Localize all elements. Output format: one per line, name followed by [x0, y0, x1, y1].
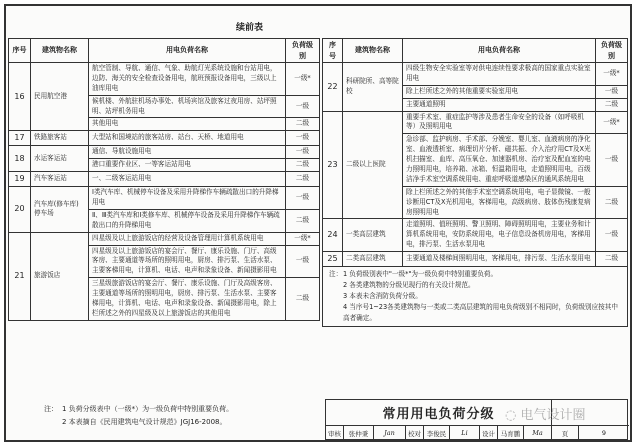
table-row: 主要通道照明 二级 [323, 98, 628, 111]
notes-left: 注： 1 负荷分级表中（一级*）为一级负荷中特别重要负荷。 2 本表摘自《民用建筑电气设计规范》JGJ16-2008。 [44, 405, 234, 426]
page-number: 9 [601, 429, 607, 437]
table-row: 18 水运客运站 通信、导航设施用电 一级 [9, 146, 320, 159]
watermark: ◌ 电气设计圈 [505, 408, 586, 423]
table-row: 23 二级以上医院 重要手术室、重症监护等涉及患者生命安全的设备（如呼吸机等）及照明用电 一级* [323, 111, 628, 134]
load-table-left [8, 38, 320, 321]
table-row: 16 民用航空港 航空管制、导航、通信、气象、助航灯光系统设施和台站用电，边防、海关的安全检查设备用电，航班预报设备用电，三级以上油库用电 一级* [9, 63, 320, 96]
drawing-title: 常用用电负荷分级 [326, 400, 552, 426]
table-row: 港口重要作业区、一等客运站用电 二级 [9, 159, 320, 172]
load-table-right [322, 38, 628, 327]
continued-caption: 续前表 [236, 23, 264, 33]
notes-row [323, 267, 628, 327]
table-row: 三星级旅游饭店的宴会厅、餐厅、康乐设施、门厅及高级客房、主要通道等场所的照明用电，厨房、排污泵、生活水泵、主要客梯用电，计算机、电话、电声和录象设备、新闻摄影用电，除上栏所述之外的四星级及以上旅游饭店的其他用电 二级 [9, 278, 320, 321]
table-row: 除上栏所述之外的其他重要实验室用电 一级 [323, 85, 628, 98]
wechat-icon: ◌ [505, 408, 521, 423]
table-row: 候机楼、外航驻机场办事处、机场宾馆及旅客过夜用房、站坪照明、站坪机务用电 一级 [9, 95, 320, 118]
load-level: 一级* [286, 63, 320, 96]
table-row: 22 科研院所、高等院校 四级生物安全实验室等对供电连续性要求极高的国家重点实验室用电 一级* [323, 63, 628, 86]
designer-signature: Ma [524, 426, 552, 440]
table-row: 除上栏所述之外的其他手术室空调系统用电，电子显微镜、一般诊断用CT及X光机用电，客梯用电，高级病房、肢体伤残康复病房照明用电 二级 [323, 186, 628, 219]
header-load: 用电负荷名称 [89, 39, 286, 63]
checker-signature: Li [450, 426, 480, 440]
signature-row: 审核 张仲秉 Jan 校对 李俊民 Li 设计 马育鹏 Ma 页 9 [326, 426, 629, 440]
table-row: 17 铁路旅客站 大型站和国境站的旅客站房、站台、天桥、地道用电 一级 [9, 131, 320, 146]
header-building: 建筑物名称 [31, 39, 89, 63]
table-row: 四星级及以上旅游饭店的宴会厅、餐厅、康乐设施、门厅、高级客房、主要通道等场所的照明用电，厨房、排污泵、生活水泵、主要客梯用电，计算机、电话、电声和录象设备、新闻摄影用电 一级 [9, 245, 320, 278]
table-header [9, 39, 320, 63]
table-row: 24 一类高层建筑 走道照明、值班照明、警卫照明、障碍照明用电，主要业务和计算机系统用电，安防系统用电，电子信息设备机房用电，客梯用电，排污泵、生活水泵用电 一级 [323, 219, 628, 252]
table-row: 21 旅游饭店 四星级及以上旅游饭店的经营及设备管理用计算机系统用电 一级* [9, 232, 320, 245]
header-seq: 序号 [9, 39, 31, 63]
table-row: Ⅱ、Ⅲ类汽车库和Ⅰ类修车库、机械停车设备及采用升降梯作车辆疏散出口的升降梯用电 二级 [9, 209, 320, 232]
building-name: 民用航空港 [31, 63, 89, 131]
reviewer-signature: Jan [374, 426, 406, 440]
notes-right: 注： 1 负荷级别表中"一级*"为一级负荷中特别重要负荷。 2 各类建筑物的分级见现行的有关设计规范。 3 本表未含消防负荷分级。 4 当序号1~23各类建筑物与一类或二类高层建筑的用电负荷级别不相同时，负荷级别应按其中高者确定。 [323, 267, 628, 327]
table-row: 25 二类高层建筑 主要通道及楼梯间照明用电，客梯用电，排污泵、生活水泵用电 二级 [323, 252, 628, 267]
header-level: 负荷级别 [286, 39, 320, 63]
table-row: 急诊部、监护病房、手术部、分娩室、婴儿室、血液病房的净化室、血液透析室、病理切片分析、磁共振、介入治疗用CT及X光机扫描室、血库、高压氧仓、加速器机房、治疗室及配血室的电力照明用电，培养箱、冰箱、恒温箱用电，走道照明用电，百级洁净手术室空调系统用电、重症呼吸道感染区的通风系统用电 一级 [323, 134, 628, 186]
table-header: 序号 建筑物名称 用电负荷名称 负荷级别 [323, 39, 628, 63]
table-row: 20 汽车库(修车库)停车场 Ⅰ类汽车库、机械停车设备及采用升降梯作车辆疏散出口的升降梯用电 一级 [9, 187, 320, 210]
table-row: 其他用电 二级 [9, 118, 320, 131]
table-row: 19 汽车客运站 一、二级客运站用电 二级 [9, 172, 320, 187]
